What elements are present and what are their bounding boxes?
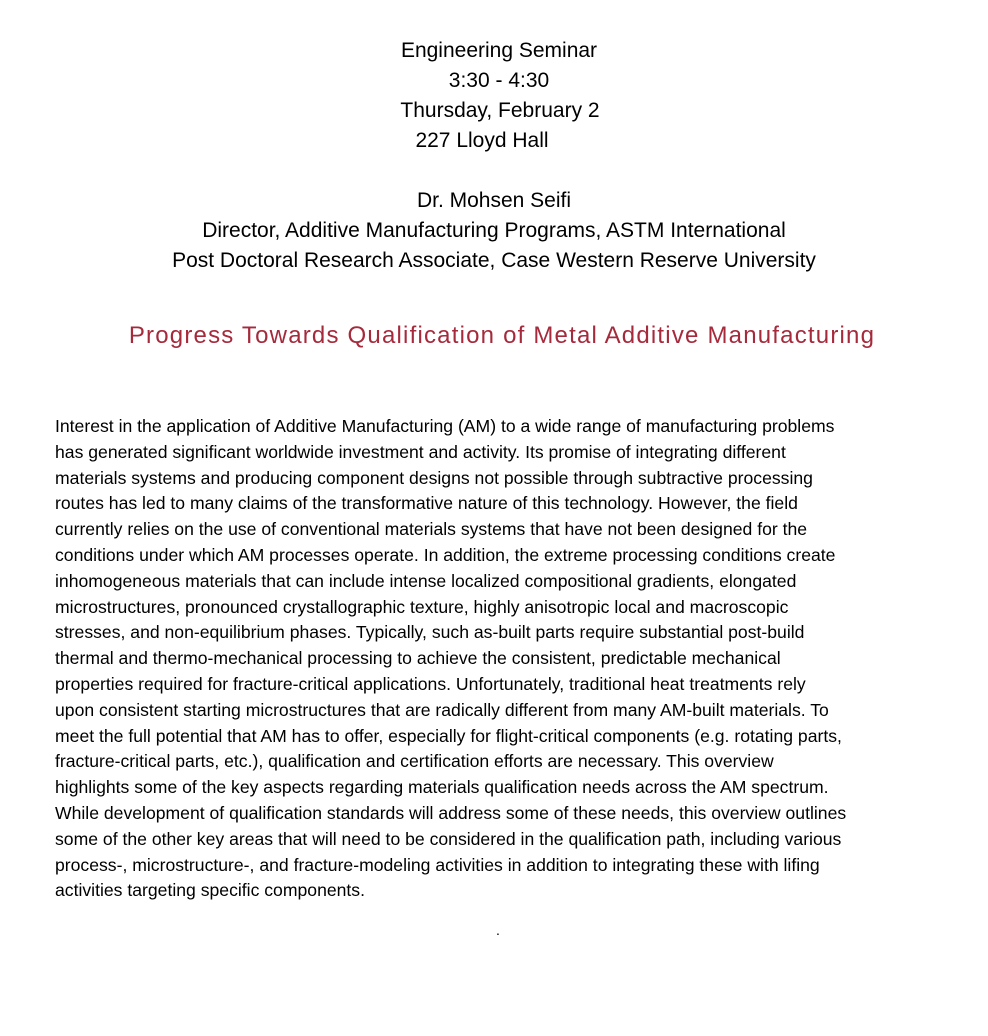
footer-mark: . — [496, 922, 500, 938]
abstract-line: currently relies on the use of conventional materials systems that have not been designed for the — [55, 519, 808, 540]
abstract-line: stresses, and non-equilibrium phases. Typically, such as-built parts require substantial post-build — [55, 622, 805, 643]
event-time: 3:30 - 4:30 — [448, 69, 550, 92]
abstract-line: microstructures, pronounced crystallographic texture, highly anisotropic local and macroscopic — [55, 596, 789, 617]
event-location: 227 Lloyd Hall — [415, 129, 549, 152]
abstract-line: has generated significant worldwide investment and activity. Its promise of integrating different — [55, 441, 786, 462]
abstract-line: While development of qualification standards will address some of these needs, this overview outlines — [55, 802, 847, 823]
speaker-role-1: Director, Additive Manufacturing Programs, ASTM International — [202, 219, 786, 242]
abstract-line: Interest in the application of Additive Manufacturing (AM) to a wide range of manufacturing problems — [55, 416, 835, 436]
abstract-line: activities targeting specific components. — [55, 880, 365, 901]
header-spacer — [0, 156, 988, 186]
abstract-line: highlights some of the key aspects regarding materials qualification needs across the AM spectrum. — [55, 777, 829, 798]
abstract-line: routes has led to many claims of the transformative nature of this technology. However, the field — [55, 493, 798, 514]
talk-abstract — [55, 414, 951, 904]
abstract-line: process-, microstructure-, and fracture-modeling activities in addition to integrating these with lifing — [55, 854, 820, 875]
speaker-role-2: Post Doctoral Research Associate, Case Western Reserve University — [172, 249, 816, 272]
abstract-line: meet the full potential that AM has to offer, especially for flight-critical components (e.g. rotating parts, — [55, 725, 842, 746]
abstract-line: inhomogeneous materials that can include intense localized compositional gradients, elongated — [55, 570, 797, 591]
abstract-line: properties required for fracture-critical applications. Unfortunately, traditional heat treatments rely — [55, 673, 806, 694]
event-name: Engineering Seminar — [400, 39, 598, 62]
abstract-line: thermal and thermo-mechanical processing to achieve the consistent, predictable mechanical — [55, 648, 781, 669]
speaker-name: Dr. Mohsen Seifi — [416, 189, 572, 212]
seminar-header — [0, 36, 988, 276]
event-date: Thursday, February 2 — [400, 99, 600, 122]
abstract-line: conditions under which AM processes operate. In addition, the extreme processing conditions create — [55, 544, 836, 565]
abstract-line: upon consistent starting microstructures that are radically different from many AM-built materials. To — [55, 699, 829, 720]
abstract-line: materials systems and producing component designs not possible through subtractive processing — [55, 467, 813, 488]
talk-title: Progress Towards Qualification of Metal Additive Manufacturing — [128, 322, 876, 349]
abstract-line: fracture-critical parts, etc.), qualification and certification efforts are necessary. This overview — [55, 751, 774, 772]
abstract-line: some of the other key areas that will need to be considered in the qualification path, including various — [55, 828, 842, 849]
